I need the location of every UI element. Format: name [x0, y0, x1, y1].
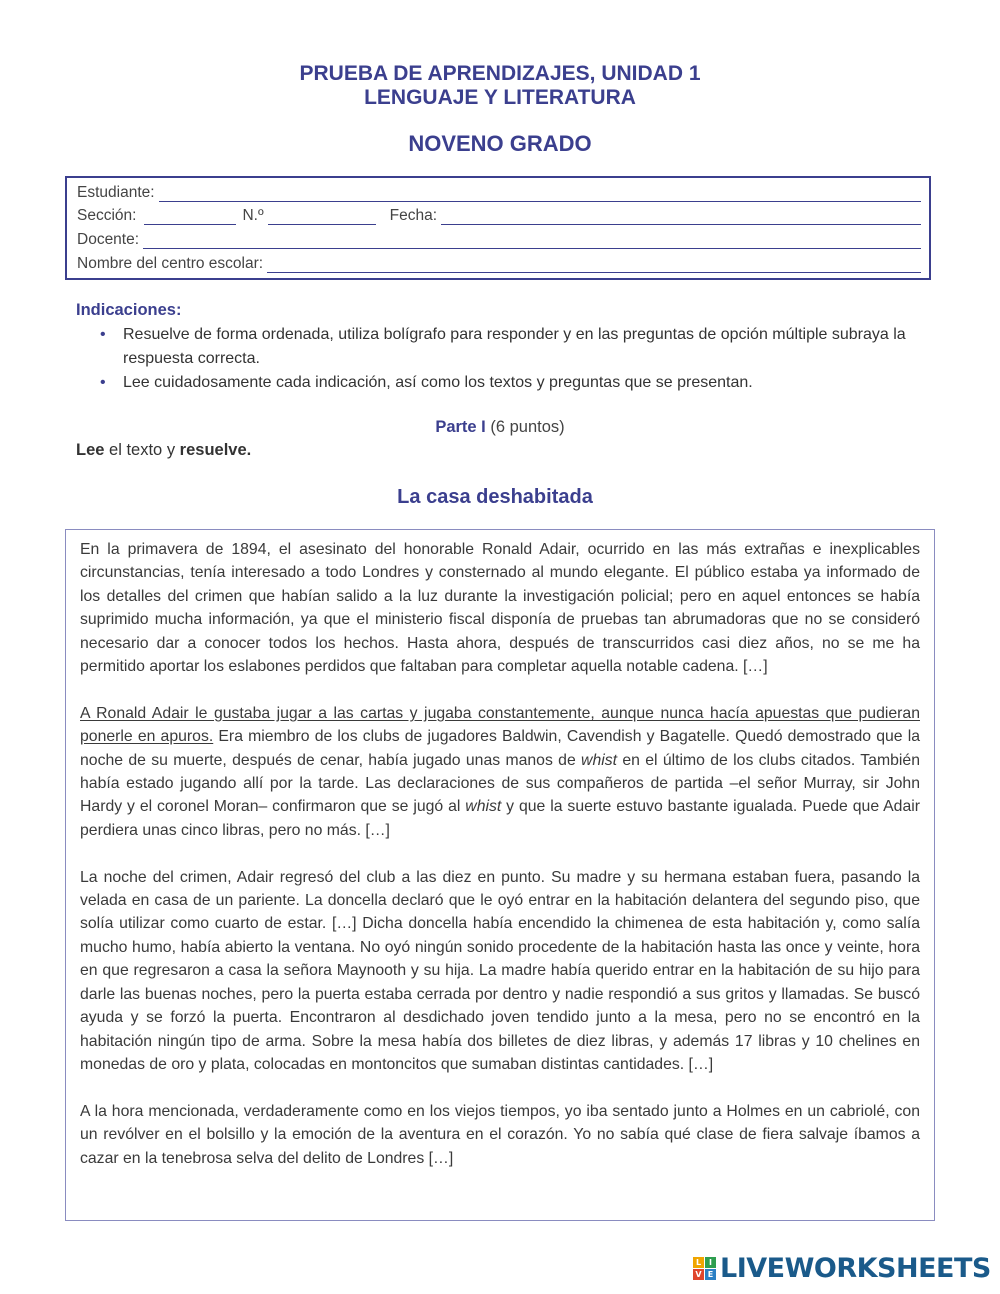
- teacher-label: Docente:: [77, 231, 140, 248]
- story-paragraph-1: En la primavera de 1894, el asesinato del honorable Ronald Adair, ocurrido en las más extrañas e inexplicables circunstancias, tenía interesado a todo Londres y consternado al mundo elegante. El público estaba ya informado de los detalles del crimen que habían salido a la luz durante la investigación policial; pero en aquel entonces se había suprimido mucha información, ya que el ministerio fiscal disponía de pruebas tan abrumadoras que no se consideró necesario dar a conocer todos los hechos. Hasta ahora, después de transcurridos casi diez años, no se me ha permitido aportar los eslabones perdidos que faltaban para completar aquella notable cadena. […]: [80, 541, 920, 676]
- instructions-heading: Indicaciones:: [76, 301, 182, 319]
- logo-mark-tile: E: [705, 1269, 716, 1280]
- number-field[interactable]: [268, 210, 376, 225]
- story-paragraph-3: La noche del crimen, Adair regresó del club a las diez en punto. Su madre y su hermana estaban fuera, pasando la velada en casa de un pariente. La doncella declaró que le oyó entrar en la habitación delantera del segundo piso, que solía utilizar como cuarto de estar. […] Dicha doncella había encendido la chimenea de esta habitación y, como salía mucho humo, había abierto la ventana. No oyó ningún sonido procedente de la habitación hasta las once y veinte, hora en que regresaron a casa la señora Maynooth y su hija. La madre había querido entrar en la habitación de su hijo para darle las buenas noches, pero la puerta estaba cerrada por dentro y nadie respondió a sus gritos y llamadas. Se buscó ayuda y se forzó la puerta. Encontraron al desdichado joven tendido junto a la mesa, pero no se encontró en la habitación ningún tipo de arma. Sobre la mesa había dos billetes de diez libras, y además 17 libras y 10 chelines en monedas de oro y plata, colocadas en montoncitos que sumaban distintas cantidades. […]: [80, 868, 920, 1073]
- logo-mark-tile: V: [693, 1269, 704, 1280]
- teacher-row: [77, 229, 921, 249]
- grade-title: NOVENO GRADO: [408, 131, 592, 156]
- part-heading: [0, 418, 1000, 437]
- story-paragraph-2: [80, 702, 920, 842]
- section-field[interactable]: [144, 210, 236, 225]
- logo-text: LIVEWORKSHEETS: [720, 1252, 991, 1284]
- logo-mark-tile: L: [693, 1257, 704, 1268]
- bullet-icon: •: [100, 326, 106, 343]
- date-label: Fecha:: [389, 207, 438, 224]
- story-text-box: [65, 529, 935, 1221]
- part-points: (6 puntos): [490, 418, 565, 436]
- paragraph-2-text-c: y que la suerte estuvo bastante igualada. Puede que Adair perdiera unas cinco libras, pero no más. […]: [80, 798, 921, 839]
- bullet-icon: •: [100, 374, 106, 391]
- logo-mark-icon: [693, 1257, 716, 1280]
- instruction-item: [76, 323, 934, 371]
- student-field[interactable]: [159, 187, 921, 202]
- directive-solve: resuelve.: [179, 441, 252, 459]
- story-paragraph-4: A la hora mencionada, verdaderamente como en los viejos tiempos, yo iba sentado junto a Holmes en un cabriolé, con un revólver en el bolsillo y la emoción de la aventura en el corazón. Yo no sabía qué clase de fiera salvaje íbamos a cazar en la tenebrosa selva del delito de Londres […]: [80, 1102, 920, 1167]
- number-label: N.º: [242, 207, 264, 224]
- directive-mid: el texto y: [109, 441, 176, 459]
- instructions-list: [76, 323, 934, 395]
- student-label: Estudiante:: [77, 184, 155, 201]
- whist-term: whist: [581, 751, 618, 769]
- school-row: [77, 253, 921, 273]
- date-field[interactable]: [441, 210, 921, 225]
- paragraph-2-text-b: en el último de los clubs citados. También había estado jugando allí por la tarde. Las declaraciones de sus compañeros de partida –el señor Murray, sir John Hardy y el coronel Moran– confirmaron que se jugó al: [80, 751, 920, 816]
- section-label: Sección:: [77, 207, 137, 224]
- story-title: La casa deshabitada: [397, 486, 593, 508]
- subject-title: LENGUAJE Y LITERATURA: [364, 86, 636, 109]
- school-label: Nombre del centro escolar:: [77, 255, 264, 272]
- underlined-sentence: A Ronald Adair le gustaba jugar a las cartas y jugaba constantemente, aunque nunca hacía apuestas que pudieran ponerle en apuros.: [80, 704, 920, 746]
- logo-mark-tile: I: [705, 1257, 716, 1268]
- paragraph-2-text-a: Era miembro de los clubs de jugadores Baldwin, Cavendish y Bagatelle. Quedó demostrado que la noche de su muerte, después de cenar, había jugado unas manos de: [80, 728, 920, 769]
- school-field[interactable]: [267, 258, 921, 273]
- instruction-text: Lee cuidadosamente cada indicación, así como los textos y preguntas que se presentan.: [123, 374, 753, 391]
- instruction-item: [76, 371, 934, 395]
- student-row: [77, 182, 921, 202]
- instruction-text: Resuelve de forma ordenada, utiliza bolígrafo para responder y en las preguntas de opción múltiple subraya la respuesta correcta.: [123, 326, 906, 367]
- teacher-field[interactable]: [143, 234, 921, 249]
- part-label: Parte I: [435, 418, 486, 436]
- whist-term: whist: [465, 798, 502, 816]
- liveworksheets-logo[interactable]: [693, 1252, 991, 1284]
- directive-read: Lee: [76, 441, 105, 459]
- part-directive: [76, 441, 251, 460]
- exam-title: PRUEBA DE APRENDIZAJES, UNIDAD 1: [299, 62, 701, 85]
- section-row: [77, 205, 921, 225]
- student-info-box: [65, 176, 931, 280]
